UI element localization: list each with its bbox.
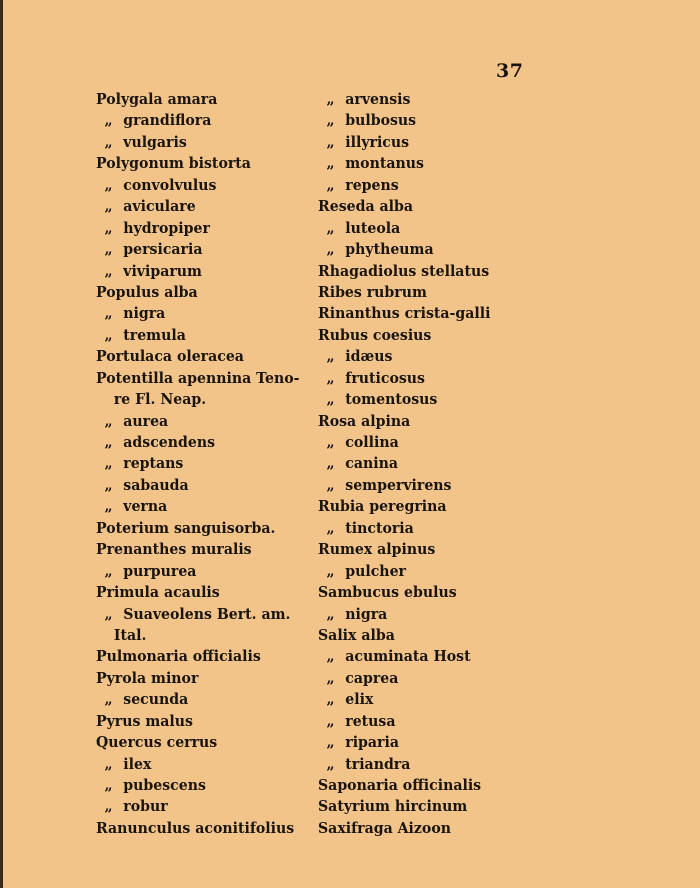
species-entry [96,432,298,453]
species-name: adscendens [123,433,216,451]
species-name: retusa [345,711,396,730]
species-entry [318,218,506,239]
species-entry [318,110,506,131]
species-entry [96,89,298,110]
species-name: Ribes rubrum [318,282,427,301]
species-entry [96,261,298,282]
species-entry [318,303,506,324]
species-entry [96,818,298,839]
species-name: tinctoria [345,518,414,537]
ditto-mark: „ [326,240,335,259]
species-entry [318,711,506,732]
species-entry [96,754,298,775]
species-name: hydropiper [123,218,210,237]
species-entry [96,239,298,260]
species-name: re Fl. Neap. [113,390,207,409]
species-name: acuminata Host [345,647,471,666]
ditto-mark: „ [104,111,113,130]
species-name: elix [345,690,374,709]
species-entry [96,132,298,153]
ditto-mark: „ [104,797,113,816]
species-name: canina [345,454,398,473]
species-entry [318,518,506,539]
species-entry [96,303,298,324]
species-name: bulbosus [345,111,417,130]
ditto-mark: „ [326,154,335,173]
species-entry [318,368,506,389]
species-name: triandra [345,754,411,773]
species-name: Polygala amara [96,90,218,108]
ditto-mark: „ [326,390,335,409]
species-entry [96,668,298,689]
species-entry [318,432,506,453]
species-entry [96,732,298,753]
species-name: verna [123,497,168,516]
ditto-mark: „ [326,604,335,623]
ditto-mark: „ [326,668,335,687]
species-name: collina [345,433,399,451]
species-name: Saponaria officinalis [318,776,482,794]
ditto-mark: „ [104,175,113,194]
ditto-mark: „ [326,561,335,580]
species-entry [318,539,506,560]
left-column [96,89,311,839]
species-name: caprea [345,668,399,687]
ditto-mark: „ [104,132,113,151]
species-name: Salix alba [318,625,395,644]
ditto-mark: „ [326,690,335,709]
species-entry [318,604,506,625]
ditto-mark: „ [326,368,335,387]
species-entry [318,732,506,753]
species-name: viviparum [123,261,202,280]
ditto-mark: „ [104,433,113,451]
species-name: Pulmonaria officialis [96,647,261,666]
species-name: sempervirens [345,475,452,494]
species-name: Poterium sanguisorba. [96,518,276,537]
species-entry [318,561,506,582]
species-name: nigra [123,304,166,323]
species-name: reptans [123,454,184,473]
species-name: Rumex alpinus [318,540,436,559]
species-entry [96,325,298,346]
species-entry [96,796,298,817]
ditto-mark: „ [326,111,335,130]
ditto-mark: „ [326,518,335,537]
species-entry [96,646,298,667]
species-entry [318,475,506,496]
ditto-mark: „ [326,433,335,451]
species-name: phytheuma [345,240,434,259]
species-entry [96,496,298,517]
species-name: Primula acaulis [96,583,220,602]
species-name: Rhagadiolus stellatus [318,261,490,280]
species-entry [318,153,506,174]
species-entry [96,453,298,474]
species-entry [96,539,298,560]
ditto-mark: „ [104,304,113,323]
species-name: arvensis [345,90,411,108]
species-name: aurea [123,411,169,430]
species-name: purpurea [123,561,197,580]
species-name: aviculare [123,197,196,216]
species-name: pulcher [345,561,406,580]
ditto-mark: „ [104,218,113,237]
species-name: idæus [345,347,393,366]
species-name: vulgaris [123,132,187,151]
ditto-mark: „ [326,175,335,194]
ditto-mark: „ [104,690,113,709]
species-name: Suaveolens Bert. am. [123,604,291,623]
species-entry [96,346,298,367]
species-entry [318,389,506,410]
species-entry [96,110,298,131]
species-name: Rubus coesius [318,325,432,344]
species-entry [318,453,506,474]
species-entry [318,689,506,710]
species-name: sabauda [123,475,189,494]
species-name: Prenanthes muralis [96,540,252,559]
species-name: luteola [345,218,401,237]
species-entry [96,711,298,732]
species-name: Populus alba [96,282,198,301]
species-entry [318,754,506,775]
species-entry [96,282,298,303]
species-name: Rosa alpina [318,411,411,430]
page-number: 37 [496,60,524,82]
species-entry [96,561,298,582]
species-entry [318,818,506,839]
ditto-mark: „ [104,261,113,280]
species-name: convolvulus [123,175,217,194]
ditto-mark: „ [104,197,113,216]
species-entry [96,196,298,217]
species-entry [96,411,298,432]
species-name: robur [123,797,168,816]
species-entry [96,475,298,496]
ditto-mark: „ [326,454,335,473]
species-entry [318,582,506,603]
species-name: fruticosus [345,368,425,387]
species-entry [318,411,506,432]
species-entry [318,282,506,303]
species-entry [96,518,298,539]
species-name: tomentosus [345,390,438,409]
species-entry [318,196,506,217]
species-entry [318,239,506,260]
species-entry [318,261,506,282]
right-column [318,89,518,839]
species-entry [318,775,506,796]
species-name: riparia [345,733,399,752]
species-entry [96,625,298,646]
species-name: Pyrola minor [96,668,199,687]
ditto-mark: „ [326,754,335,773]
ditto-mark: „ [326,218,335,237]
species-name: repens [345,175,399,194]
page-edge [0,0,3,888]
species-name: ilex [123,754,152,773]
species-name: Satyrium hircinum [318,797,468,816]
species-name: grandiflora [123,111,212,130]
species-entry [96,218,298,239]
species-name: Rubia peregrina [318,497,447,516]
ditto-mark: „ [104,754,113,773]
species-entry [96,153,298,174]
species-name: Potentilla apennina Teno- [96,368,300,387]
species-entry [96,604,298,625]
species-name: montanus [345,154,424,173]
species-entry [96,389,298,410]
ditto-mark: „ [104,411,113,430]
species-entry [96,582,298,603]
ditto-mark: „ [104,497,113,516]
ditto-mark: „ [326,90,335,108]
species-entry [318,646,506,667]
ditto-mark: „ [326,733,335,752]
ditto-mark: „ [326,347,335,366]
ditto-mark: „ [104,561,113,580]
species-entry [318,496,506,517]
species-name: Polygonum bistorta [96,154,251,173]
species-name: pubescens [123,776,206,794]
ditto-mark: „ [104,604,113,623]
ditto-mark: „ [104,325,113,344]
ditto-mark: „ [104,475,113,494]
ditto-mark: „ [326,647,335,666]
ditto-mark: „ [104,454,113,473]
ditto-mark: „ [326,711,335,730]
species-name: Portulaca oleracea [96,347,244,366]
ditto-mark: „ [104,776,113,794]
species-entry [96,689,298,710]
ditto-mark: „ [104,240,113,259]
species-name: secunda [123,690,189,709]
species-entry [96,775,298,796]
species-name: Ital. [113,625,147,644]
species-entry [96,368,298,389]
species-entry [318,668,506,689]
species-name: Sambucus ebulus [318,583,457,602]
species-entry [318,625,506,646]
species-name: nigra [345,604,388,623]
species-name: Reseda alba [318,197,413,216]
species-name: illyricus [345,132,410,151]
ditto-mark: „ [326,132,335,151]
species-entry [318,89,506,110]
species-entry [318,175,506,196]
species-name: Rinanthus crista-galli [318,304,491,323]
ditto-mark: „ [326,475,335,494]
species-entry [96,175,298,196]
species-name: Quercus cerrus [96,733,218,752]
species-name: tremula [123,325,186,344]
species-name: persicaria [123,240,203,259]
species-name: Pyrus malus [96,711,193,730]
species-entry [318,796,506,817]
species-entry [318,132,506,153]
species-name: Saxifraga Aizoon [318,818,451,837]
species-name: Ranunculus aconitifolius [96,818,295,837]
species-entry [318,325,506,346]
species-entry [318,346,506,367]
